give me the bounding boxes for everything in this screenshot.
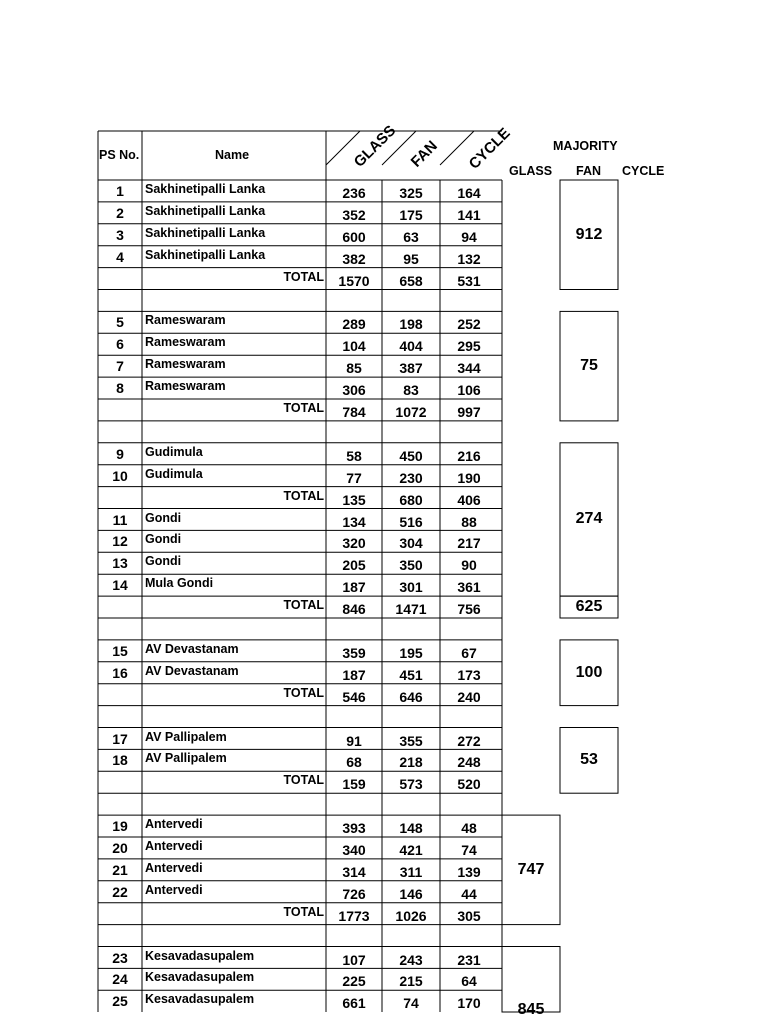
station-name: AV Pallipalem: [145, 751, 227, 766]
ps-no-header: PS No.: [99, 148, 140, 162]
station-name: Sakhinetipalli Lanka: [145, 203, 266, 218]
cycle-votes: 132: [457, 250, 481, 267]
cycle-votes: 217: [457, 535, 481, 552]
ps-number: 7: [116, 358, 124, 375]
station-name: Rameswaram: [145, 357, 226, 372]
cycle-votes: 90: [461, 557, 477, 574]
glass-votes: 205: [342, 557, 366, 574]
cycle-votes: 173: [457, 666, 481, 683]
fan-votes: 230: [399, 469, 423, 486]
station-name: Mula Gondi: [145, 576, 214, 591]
ps-number: 24: [112, 971, 128, 988]
glass-votes: 393: [342, 820, 366, 837]
fan-votes: 516: [399, 513, 423, 530]
cycle-votes: 216: [457, 447, 481, 464]
ps-number: 6: [116, 336, 124, 353]
total-fan: 1072: [395, 404, 427, 420]
fan-votes: 404: [399, 338, 423, 355]
fan-votes: 215: [399, 973, 423, 990]
station-name: Antervedi: [145, 882, 203, 897]
glass-votes: 306: [342, 382, 366, 399]
total-label: TOTAL: [283, 269, 324, 284]
fan-votes: 146: [399, 885, 423, 902]
fan-votes: 175: [399, 206, 423, 223]
fan-votes: 195: [399, 644, 423, 661]
fan-votes: 243: [399, 951, 423, 968]
ps-number: 15: [112, 642, 128, 659]
station-name: Gudimula: [145, 466, 203, 481]
total-cycle: 997: [457, 404, 481, 420]
cycle-votes: 94: [461, 228, 477, 245]
station-name: Rameswaram: [145, 335, 226, 350]
fan-votes: 304: [399, 535, 423, 552]
glass-votes: 359: [342, 644, 366, 661]
total-glass: 546: [342, 688, 366, 705]
glass-votes: 340: [342, 842, 366, 858]
glass-votes: 236: [342, 185, 366, 201]
station-name: Sakhinetipalli Lanka: [145, 225, 266, 240]
total-fan: 658: [399, 272, 423, 289]
ps-number: 20: [112, 840, 128, 856]
glass-votes: 289: [342, 316, 366, 333]
ps-number: 9: [116, 445, 124, 462]
total-cycle: 756: [457, 601, 481, 618]
glass-votes: 107: [342, 951, 366, 968]
cycle-votes: 170: [457, 995, 481, 1012]
ps-number: 22: [112, 883, 128, 900]
glass-votes: 91: [346, 732, 362, 749]
station-name: Antervedi: [145, 839, 203, 853]
total-label: TOTAL: [283, 598, 324, 613]
cycle-column-header: CYCLE: [465, 124, 514, 173]
fan-votes: 387: [399, 360, 423, 377]
total-label: TOTAL: [283, 488, 324, 503]
station-name: Sakhinetipalli Lanka: [145, 247, 266, 262]
cycle-votes: 74: [461, 842, 477, 858]
total-label: TOTAL: [283, 904, 324, 919]
cycle-votes: 252: [457, 316, 481, 333]
glass-votes: 187: [342, 666, 366, 683]
majority-fan-header: FAN: [576, 164, 601, 178]
cycle-votes: 164: [457, 185, 481, 201]
glass-votes: 314: [342, 863, 366, 880]
cycle-votes: 295: [457, 338, 481, 355]
station-name: Kesavadasupalem: [145, 992, 255, 1007]
station-name: Kesavadasupalem: [145, 948, 255, 963]
total-glass: 784: [342, 404, 366, 420]
cycle-votes: 106: [457, 382, 481, 399]
total-label: TOTAL: [283, 401, 324, 415]
fan-votes: 350: [399, 557, 423, 574]
total-fan: 1471: [395, 601, 427, 618]
cycle-votes: 64: [461, 973, 477, 990]
majority-value: 75: [580, 357, 598, 375]
total-cycle: 520: [457, 776, 481, 793]
station-name: Antervedi: [145, 817, 203, 832]
fan-votes: 218: [399, 754, 423, 771]
majority-value: 53: [580, 751, 598, 769]
glass-votes: 58: [346, 447, 362, 464]
cycle-votes: 141: [457, 206, 481, 223]
station-name: Gondi: [145, 510, 182, 525]
total-label: TOTAL: [283, 685, 324, 700]
fan-votes: 301: [399, 579, 423, 596]
total-glass: 1773: [338, 907, 370, 924]
total-glass: 846: [342, 601, 366, 618]
fan-votes: 198: [399, 316, 423, 333]
glass-votes: 85: [346, 360, 362, 377]
fan-votes: 148: [399, 820, 423, 837]
glass-votes: 320: [342, 535, 366, 552]
total-cycle: 240: [457, 688, 481, 705]
majority-value: 845: [517, 1001, 545, 1018]
glass-votes: 134: [342, 513, 366, 530]
ps-number: 12: [112, 533, 128, 550]
ps-number: 17: [112, 730, 128, 747]
total-cycle: 531: [457, 272, 481, 289]
ps-number: 5: [116, 314, 124, 331]
majority-value: 100: [575, 663, 603, 681]
glass-votes: 352: [342, 206, 366, 223]
glass-column-header: GLASS: [350, 122, 400, 171]
majority-cycle-header: CYCLE: [622, 164, 665, 178]
total-fan: 573: [399, 776, 423, 793]
total-fan: 1026: [395, 907, 427, 924]
ps-number: 2: [116, 204, 124, 221]
glass-votes: 661: [342, 995, 366, 1012]
fan-votes: 95: [403, 250, 419, 267]
total-cycle: 305: [457, 907, 481, 924]
total-glass: 1570: [338, 272, 370, 289]
fan-column-header: FAN: [407, 137, 441, 171]
ps-number: 8: [116, 380, 124, 397]
total-glass: 159: [342, 776, 366, 793]
ps-number: 4: [116, 248, 124, 265]
fan-votes: 83: [403, 382, 419, 399]
glass-votes: 77: [346, 469, 362, 486]
station-name: Gudimula: [145, 444, 203, 459]
ps-number: 10: [112, 467, 128, 484]
cycle-votes: 344: [457, 360, 481, 377]
ps-number: 3: [116, 226, 124, 243]
majority-header: MAJORITY: [553, 139, 618, 153]
majority-value: 625: [575, 598, 603, 616]
station-name: AV Pallipalem: [145, 729, 227, 744]
cycle-votes: 361: [457, 579, 481, 596]
fan-votes: 63: [403, 228, 419, 245]
ps-number: 11: [112, 511, 128, 528]
majority-value: 747: [517, 860, 545, 878]
station-name: Gondi: [145, 532, 182, 547]
majority-value: 274: [575, 510, 603, 528]
ps-number: 23: [112, 949, 128, 966]
cycle-votes: 272: [457, 732, 481, 749]
station-name: Rameswaram: [145, 313, 226, 328]
ps-number: 18: [112, 752, 128, 769]
station-name: Antervedi: [145, 860, 203, 875]
fan-votes: 451: [399, 666, 423, 683]
fan-votes: 421: [399, 842, 423, 858]
station-name: Rameswaram: [145, 379, 226, 394]
glass-votes: 225: [342, 973, 366, 990]
majority-value: 912: [575, 225, 603, 243]
ps-number: 14: [112, 577, 128, 594]
ps-number: 16: [112, 664, 128, 681]
glass-votes: 68: [346, 754, 362, 771]
fan-votes: 74: [403, 995, 419, 1012]
ps-number: 25: [112, 993, 128, 1010]
ps-number: 21: [112, 861, 128, 878]
fan-votes: 325: [399, 185, 423, 201]
station-name: Sakhinetipalli Lanka: [145, 182, 266, 196]
glass-votes: 382: [342, 250, 366, 267]
total-cycle: 406: [457, 491, 481, 508]
total-glass: 135: [342, 491, 366, 508]
fan-votes: 311: [399, 863, 423, 880]
station-name: Gondi: [145, 554, 182, 569]
name-header: Name: [215, 148, 250, 162]
station-name: AV Devastanam: [145, 641, 239, 656]
total-label: TOTAL: [283, 773, 324, 788]
cycle-votes: 231: [457, 951, 481, 968]
glass-votes: 600: [342, 228, 366, 245]
glass-votes: 187: [342, 579, 366, 596]
cycle-votes: 88: [461, 513, 477, 530]
cycle-votes: 248: [457, 754, 481, 771]
cycle-votes: 139: [457, 863, 481, 880]
ps-number: 1: [116, 183, 124, 199]
cycle-votes: 44: [461, 885, 477, 902]
fan-votes: 450: [399, 447, 423, 464]
glass-votes: 104: [342, 338, 366, 355]
ps-number: 19: [112, 818, 128, 835]
total-fan: 680: [399, 491, 423, 508]
cycle-votes: 67: [461, 644, 477, 661]
ps-number: 13: [112, 555, 128, 572]
glass-votes: 726: [342, 885, 366, 902]
majority-glass-header: GLASS: [509, 164, 553, 178]
station-name: AV Devastanam: [145, 663, 239, 678]
cycle-votes: 190: [457, 469, 481, 486]
cycle-votes: 48: [461, 820, 477, 837]
total-fan: 646: [399, 688, 423, 705]
station-name: Kesavadasupalem: [145, 970, 255, 985]
fan-votes: 355: [399, 732, 423, 749]
